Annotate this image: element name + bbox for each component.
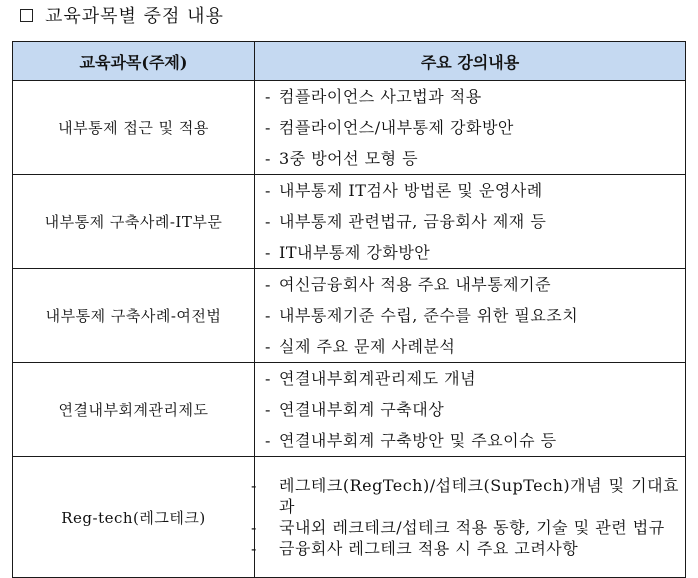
- subject-cell: Reg-tech(레그테크): [13, 457, 255, 578]
- section-title-text: 교육과목별 중점 내용: [45, 6, 224, 27]
- content-cell: [255, 175, 686, 269]
- content-item: - 컴플라이언스 사고법과 적용: [265, 81, 679, 112]
- subject-cell: 내부통제 접근 및 적용: [13, 81, 255, 175]
- dash-bullet: -: [265, 87, 271, 106]
- content-item: - 내부통제기준 수립, 준수를 위한 필요조치: [265, 300, 679, 331]
- table-row: [13, 81, 686, 175]
- dash-bullet: -: [265, 275, 271, 294]
- content-item: - 연결내부회계 구축대상: [265, 394, 679, 425]
- dash-bullet: -: [251, 476, 257, 495]
- content-cell: [251, 457, 686, 578]
- dash-bullet: -: [265, 431, 271, 450]
- dash-bullet: -: [251, 518, 257, 537]
- content-item: - 내부통제 관련법규, 금융회사 제재 등: [265, 206, 679, 237]
- content-item: - 내부통제 IT검사 방법론 및 운영사례: [265, 175, 679, 206]
- dash-bullet: -: [265, 149, 271, 168]
- content-cell: [255, 81, 686, 175]
- content-item: - IT내부통제 강화방안: [265, 237, 679, 268]
- content-cell: [255, 363, 686, 457]
- dash-bullet: -: [265, 181, 271, 200]
- table-row: [13, 457, 686, 578]
- content-item: - 여신금융회사 적용 주요 내부통제기준: [265, 269, 679, 300]
- header-content: 주요 강의내용: [255, 42, 686, 81]
- content-item: - 연결내부회계 구축방안 및 주요이슈 등: [265, 425, 679, 456]
- dash-bullet: -: [265, 212, 271, 231]
- content-item: - 국내외 레크테크/섭테크 적용 동향, 기술 및 관련 법규: [251, 518, 665, 537]
- table-row: [13, 269, 686, 363]
- dash-bullet: -: [265, 243, 271, 262]
- content-item: - 연결내부회계관리제도 개념: [265, 363, 679, 394]
- subject-cell: 연결내부회계관리제도: [13, 363, 255, 457]
- table-row: [13, 175, 686, 269]
- dash-bullet: -: [265, 400, 271, 419]
- content-item: - 실제 주요 문제 사례분석: [265, 331, 679, 362]
- table-row: [13, 363, 686, 457]
- content-item: - 컴플라이언스/내부통제 강화방안: [265, 112, 679, 143]
- header-subject: 교육과목(주제): [13, 42, 255, 81]
- dash-bullet: -: [265, 118, 271, 137]
- dash-bullet: -: [251, 539, 257, 558]
- section-title: [20, 3, 224, 27]
- course-table: [12, 41, 686, 578]
- dash-bullet: -: [265, 306, 271, 325]
- table-header-row: [13, 42, 686, 81]
- content-item: - 3중 방어선 모형 등: [265, 143, 679, 174]
- dash-bullet: -: [265, 369, 271, 388]
- dash-bullet: -: [265, 337, 271, 356]
- subject-cell: 내부통제 구축사례-IT부문: [13, 175, 255, 269]
- content-item: - 레그테크(RegTech)/섭테크(SupTech)개념 및 기대효과: [251, 476, 679, 516]
- content-item: - 금융회사 레그테크 적용 시 주요 고려사항: [251, 539, 579, 558]
- subject-cell: 내부통제 구축사례-여전법: [13, 269, 255, 363]
- checkbox-square-icon: [20, 9, 33, 22]
- content-cell: [255, 269, 686, 363]
